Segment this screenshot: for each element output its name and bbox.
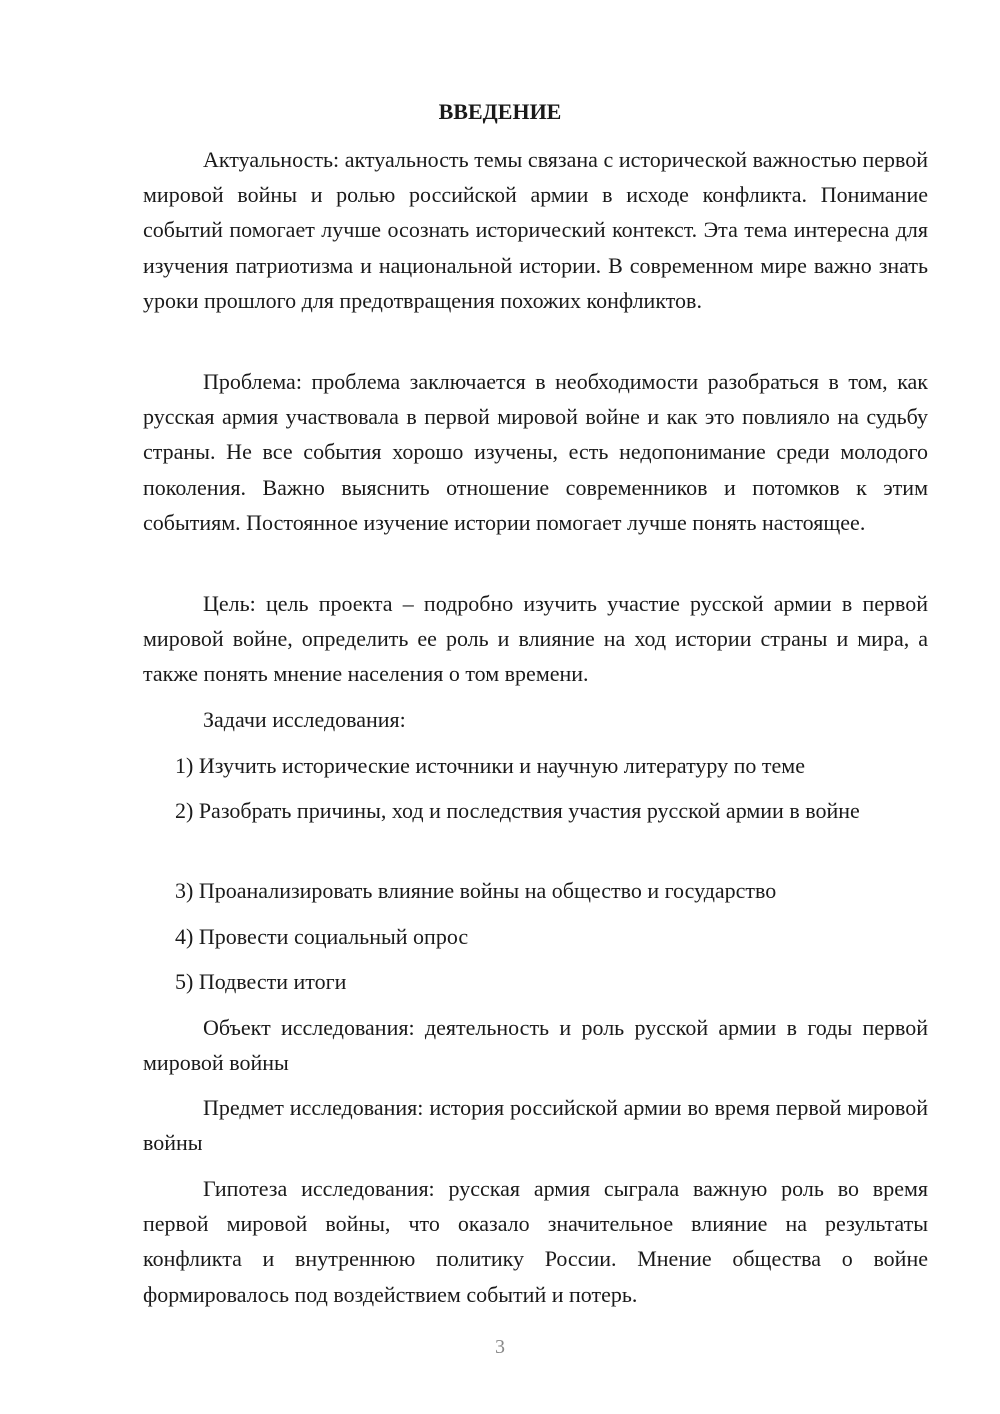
task-item-4: 4) Провести социальный опрос (175, 924, 469, 949)
paragraph-subject: Предмет исследования: история российской армии во время первой мировой войны (143, 1095, 928, 1156)
paragraph-hypothesis: Гипотеза исследования: русская армия сыграла важную роль во время первой мировой войны, что оказало значительное влияние на результаты конфликта и внутреннюю политику России. Мнение общества о войне формировалось под воздействием событий и потерь. (143, 1176, 928, 1307)
task-item-2: 2) Разобрать причины, ход и последствия участия русской армии в войне (175, 798, 860, 823)
paragraph-goal: Цель: цель проекта – подробно изучить участие русской армии в первой мировой войне, определить ее роль и влияние на ход истории страны и мира, а также понять мнение населения о том времени. (143, 591, 928, 687)
task-item-1: 1) Изучить исторические источники и научную литературу по теме (175, 753, 805, 778)
section-heading: ВВЕДЕНИЕ (438, 99, 562, 124)
paragraph-problem: Проблема: проблема заключается в необходимости разобраться в том, как русская армия участвовала в первой мировой войне и как это повлияло на судьбу страны. Не все события хорошо изучены, есть недопонимание среди молодого поколения. Важно выяснить отношение современников и потомков к этим событиям. Постоянное изучение истории помогает лучше понять настоящее. (143, 369, 928, 535)
tasks-title: Задачи исследования: (203, 707, 406, 732)
task-item-5: 5) Подвести итоги (175, 969, 347, 994)
page-number: 3 (495, 1336, 505, 1358)
paragraph-object: Объект исследования: деятельность и роль русской армии в годы первой мировой войны (143, 1015, 928, 1076)
paragraph-relevance: Актуальность: актуальность темы связана с исторической важностью первой мировой войны и ролью российской армии в исходе конфликта. Понимание событий помогает лучше осознать исторический контекст. Эта тема интересна для изучения патриотизма и национальной истории. В современном мире важно знать уроки прошлого для предотвращения похожих конфликтов. (143, 147, 928, 313)
task-item-3: 3) Проанализировать влияние войны на общество и государство (175, 878, 777, 903)
